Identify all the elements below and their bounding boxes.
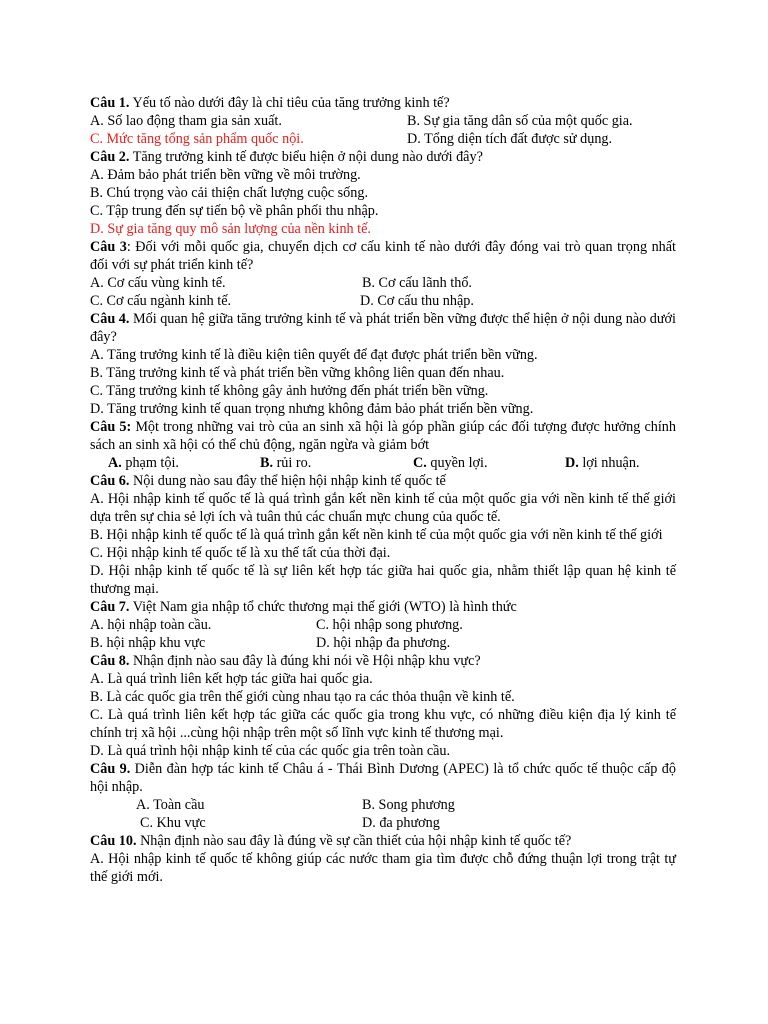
option-b: B. Cơ cấu lãnh thổ. xyxy=(362,275,472,291)
option-b: B. Chú trọng vào cải thiện chất lượng cuộc sống. xyxy=(90,185,369,201)
options-row xyxy=(90,454,676,472)
option-c: C. Tập trung đến sự tiến bộ về phân phối thu nhập. xyxy=(90,203,379,219)
question-number: Câu 9. xyxy=(90,761,131,777)
question-4 xyxy=(90,310,676,346)
question-number: Câu 4. xyxy=(90,311,130,327)
document-page xyxy=(90,94,676,886)
option-b: B. Sự gia tăng dân số của một quốc gia. xyxy=(407,113,633,129)
options-row xyxy=(90,274,676,292)
option-b: B. Là các quốc gia trên thế giới cùng nhau tạo ra các thỏa thuận về kinh tế. xyxy=(90,689,515,705)
question-9 xyxy=(90,760,676,796)
question-number: Câu 3 xyxy=(90,239,127,255)
option-b: B. Tăng trưởng kinh tế và phát triển bền vững không liên quan đến nhau. xyxy=(90,365,505,381)
question-number: Câu 5: xyxy=(90,419,132,435)
option-text: quyền lợi. xyxy=(426,455,488,471)
option-c: C. Tăng trưởng kinh tế không gây ảnh hưởng đến phát triển bền vững. xyxy=(90,383,489,399)
option-d: D. Tổng diện tích đất được sử dụng. xyxy=(407,131,613,147)
options-row xyxy=(90,292,676,310)
option-a: A. Hội nhập kinh tế quốc tế là quá trình gắn kết nền kinh tế của một quốc gia với nền kinh tế thế giới dựa trên sự chia sẻ lợi ích và tuân thủ các chuẩn mực chung của quốc tế. xyxy=(90,491,676,525)
option-c: C. hội nhập song phương. xyxy=(316,617,463,633)
question-10 xyxy=(90,832,676,850)
option-letter: A. xyxy=(108,455,122,471)
question-5 xyxy=(90,418,676,454)
option-a: A. Hội nhập kinh tế quốc tế không giúp các nước tham gia tìm được chỗ đứng thuận lợi trong trật tự thế giới mới. xyxy=(90,851,676,885)
option-a: A. Đảm bảo phát triển bền vững về môi trường. xyxy=(90,167,361,183)
question-text: Nội dung nào sau đây thể hiện hội nhập kinh tế quốc tế xyxy=(129,473,446,489)
option-b: B. Song phương xyxy=(362,797,455,813)
option-c: C. Hội nhập kinh tế quốc tế là xu thế tất của thời đại. xyxy=(90,545,391,561)
option-a: A. Là quá trình liên kết hợp tác giữa hai quốc gia. xyxy=(90,671,373,687)
options-row xyxy=(90,616,676,634)
option-c: C. Là quá trình liên kết hợp tác giữa các quốc gia trong khu vực, có những điều kiện địa lý kinh tế chính trị xã hội ...cùng hội nhập trên một số lĩnh vực kinh tế thương mại. xyxy=(90,707,676,741)
question-2 xyxy=(90,148,676,166)
option-a: A. Số lao động tham gia sản xuất. xyxy=(90,113,282,129)
question-text: : Đối với mỗi quốc gia, chuyển dịch cơ cấu kinh tế nào dưới đây đóng vai trò quan trọng nhất đối với sự phát triển kinh tế? xyxy=(90,239,676,273)
option-d: D. đa phương xyxy=(362,815,440,831)
option-a: A. hội nhập toàn cầu. xyxy=(90,617,212,633)
question-8 xyxy=(90,652,676,670)
question-text: Nhận định nào sau đây là đúng về sự cần thiết của hội nhập kinh tế quốc tế? xyxy=(136,833,572,849)
question-6 xyxy=(90,472,676,490)
question-number: Câu 6. xyxy=(90,473,130,489)
question-text: Một trong những vai trò của an sinh xã hội là góp phần giúp các đối tượng được hưởng chính sách an sinh xã hội có thể chủ động, ngăn ngừa và giảm bớt xyxy=(90,419,676,453)
option-d xyxy=(565,454,640,472)
question-text: Việt Nam gia nhập tổ chức thương mại thế giới (WTO) là hình thức xyxy=(129,599,517,615)
option-b: B. hội nhập khu vực xyxy=(90,635,206,651)
question-text: Tăng trưởng kinh tế được biểu hiện ở nội dung nào dưới đây? xyxy=(129,149,483,165)
option-letter: B. xyxy=(260,455,274,471)
options-row xyxy=(90,814,676,832)
question-number: Câu 2. xyxy=(90,149,130,165)
question-3 xyxy=(90,238,676,274)
options-row xyxy=(90,634,676,652)
question-number: Câu 8. xyxy=(90,653,130,669)
question-1 xyxy=(90,94,676,112)
option-a: A. Cơ cấu vùng kinh tế. xyxy=(90,275,226,291)
option-d-answer: D. Sự gia tăng quy mô sản lượng của nền kinh tế. xyxy=(90,221,371,237)
option-c-answer: C. Mức tăng tổng sản phẩm quốc nội. xyxy=(90,131,304,147)
option-c xyxy=(413,454,488,472)
option-text: phạm tội. xyxy=(121,455,179,471)
option-c: C. Khu vực xyxy=(140,815,206,831)
option-letter: D. xyxy=(565,455,579,471)
option-a: A. Tăng trưởng kinh tế là điều kiện tiên quyết để đạt được phát triển bền vững. xyxy=(90,347,538,363)
question-text: Diễn đàn hợp tác kinh tế Châu á - Thái Bình Dương (APEC) là tổ chức quốc tế thuộc cấp độ hội nhập. xyxy=(90,761,676,795)
option-text: rủi ro. xyxy=(273,455,312,471)
option-a xyxy=(108,454,179,472)
option-c: C. Cơ cấu ngành kinh tế. xyxy=(90,293,232,309)
option-d: D. Hội nhập kinh tế quốc tế là sự liên kết hợp tác giữa hai quốc gia, nhằm thiết lập quan hệ kinh tế thương mại. xyxy=(90,563,676,597)
option-letter: C. xyxy=(413,455,427,471)
question-number: Câu 1. xyxy=(90,95,130,111)
question-number: Câu 10. xyxy=(90,833,137,849)
question-text: Yếu tố nào dưới đây là chỉ tiêu của tăng trưởng kinh tế? xyxy=(129,95,450,111)
question-number: Câu 7. xyxy=(90,599,130,615)
option-d: D. Tăng trưởng kinh tế quan trọng nhưng không đảm bảo phát triển bền vững. xyxy=(90,401,534,417)
option-b: B. Hội nhập kinh tế quốc tế là quá trình gắn kết nền kinh tế của một quốc gia với nền kinh tế thế giới xyxy=(90,527,663,543)
question-text: Nhận định nào sau đây là đúng khi nói về Hội nhập khu vực? xyxy=(129,653,481,669)
question-7 xyxy=(90,598,676,616)
option-b xyxy=(260,454,311,472)
option-d: D. Cơ cấu thu nhập. xyxy=(360,293,474,309)
option-d: D. hội nhập đa phương. xyxy=(316,635,451,651)
question-text: Mối quan hệ giữa tăng trưởng kinh tế và phát triển bền vững được thể hiện ở nội dung nào dưới đây? xyxy=(90,311,676,345)
options-row xyxy=(90,130,676,148)
option-d: D. Là quá trình hội nhập kinh tế của các quốc gia trên toàn cầu. xyxy=(90,743,451,759)
option-a: A. Toàn cầu xyxy=(136,797,205,813)
options-row xyxy=(90,796,676,814)
options-row xyxy=(90,112,676,130)
option-text: lợi nhuận. xyxy=(578,455,640,471)
